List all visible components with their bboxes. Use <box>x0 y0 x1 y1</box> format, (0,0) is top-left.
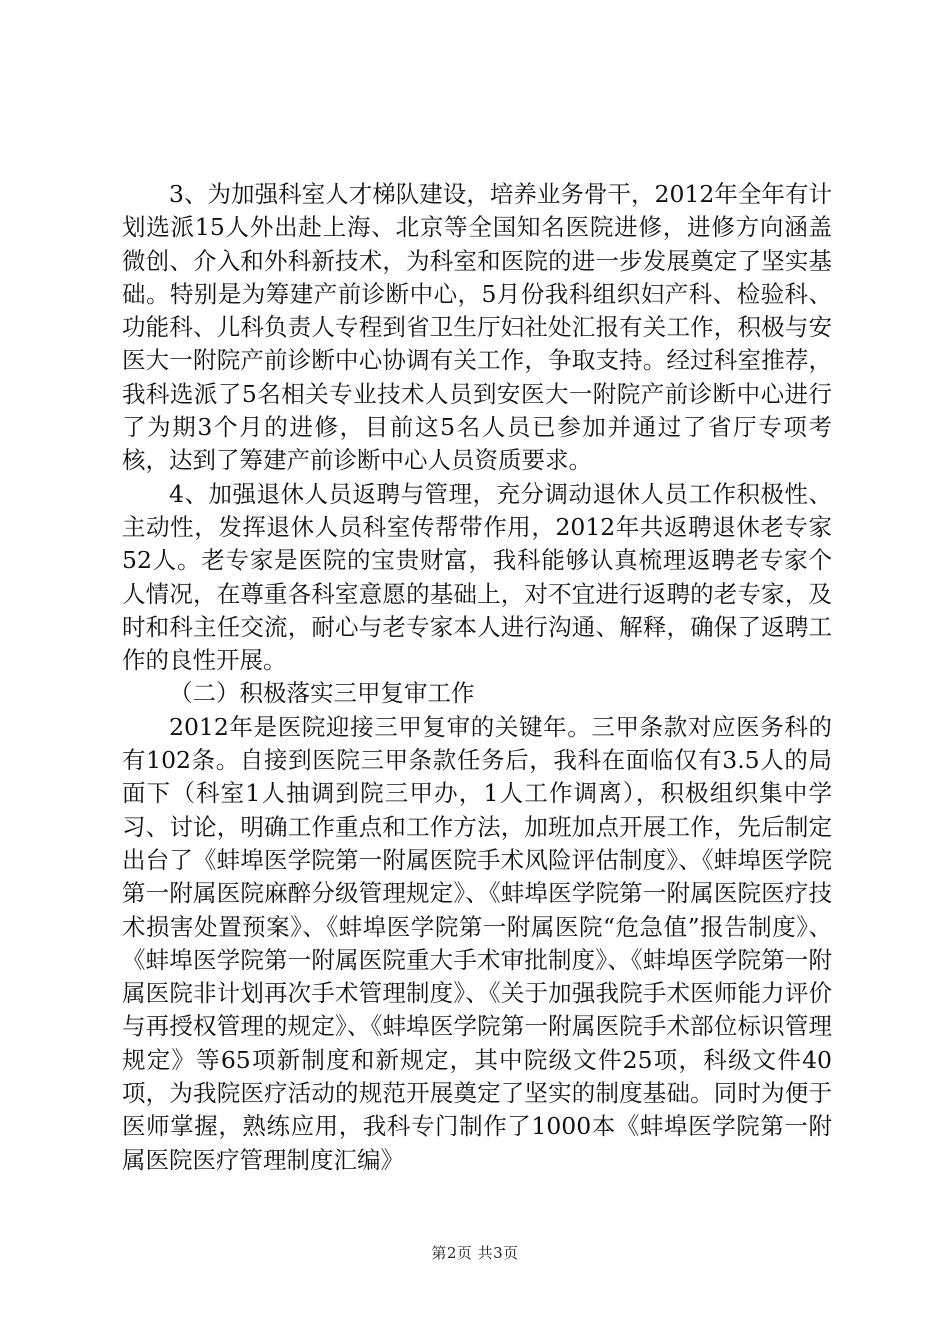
section-heading: （二）积极落实三甲复审工作 <box>169 679 475 708</box>
document-body <box>122 178 832 1177</box>
page-footer: 第2页 共3页 <box>431 1244 519 1262</box>
paragraph-talent-training: 3、为加强科室人才梯队建设，培养业务骨干，2012年全年有计划选派15人外出赴上海、北京等全国知名医院进修，进修方向涵盖微创、介入和外科新技术，为科室和医院的进一步发展奠定了坚实基础。特别是为筹建产前诊断中心，5月份我科组织妇产科、检验科、功能科、儿科负责人专程到省卫生厅妇社处汇报有关工作，积极与安医大一附院产前诊断中心协调有关工作，争取支持。经过科室推荐，我科选派了5名相关专业技术人员到安医大一附院产前诊断中心进行了为期3个月的进修，目前这5名人员已参加并通过了省厅专项考核，达到了筹建产前诊断中心人员资质要求。 <box>122 180 832 475</box>
paragraph-retiree-rehire: 4、加强退休人员返聘与管理，充分调动退休人员工作积极性、主动性，发挥退休人员科室传帮带作用，2012年共返聘退休老专家52人。老专家是医院的宝贵财富，我科能够认真梳理返聘老专家个人情况，在尊重各科室意愿的基础上，对不宜进行返聘的老专家，及时和科主任交流，耐心与老专家本人进行沟通、解释，确保了返聘工作的良性开展。 <box>122 479 832 675</box>
paragraph-review-work: 2012年是医院迎接三甲复审的关键年。三甲条款对应医务科的有102条。自接到医院三甲条款任务后，我科在面临仅有3.5人的局面下（科室1人抽调到院三甲办，1人工作调离），积极组织集中学习、讨论，明确工作重点和工作方法，加班加点开展工作，先后制定出台了《蚌埠医学院第一附属医院手术风险评估制度》、《蚌埠医学院第一附属医院麻醉分级管理规定》、《蚌埠医学院第一附属医院医疗技术损害处置预案》、《蚌埠医学院第一附属医院“危急值”报告制度》、《蚌埠医学院第一附属医院重大手术审批制度》、《蚌埠医学院第一附属医院非计划再次手术管理制度》、《关于加强我院手术医师能力评价与再授权管理的规定》、《蚌埠医学院第一附属医院手术部位标识管理规定》等65项新制度和新规定，其中院级文件25项，科级文件40项，为我院医疗活动的规范开展奠定了坚实的制度基础。同时为便于医师掌握，熟练应用，我科专门制作了1000本《蚌埠医学院第一附属医院医疗管理制度汇编》 <box>122 712 832 1174</box>
